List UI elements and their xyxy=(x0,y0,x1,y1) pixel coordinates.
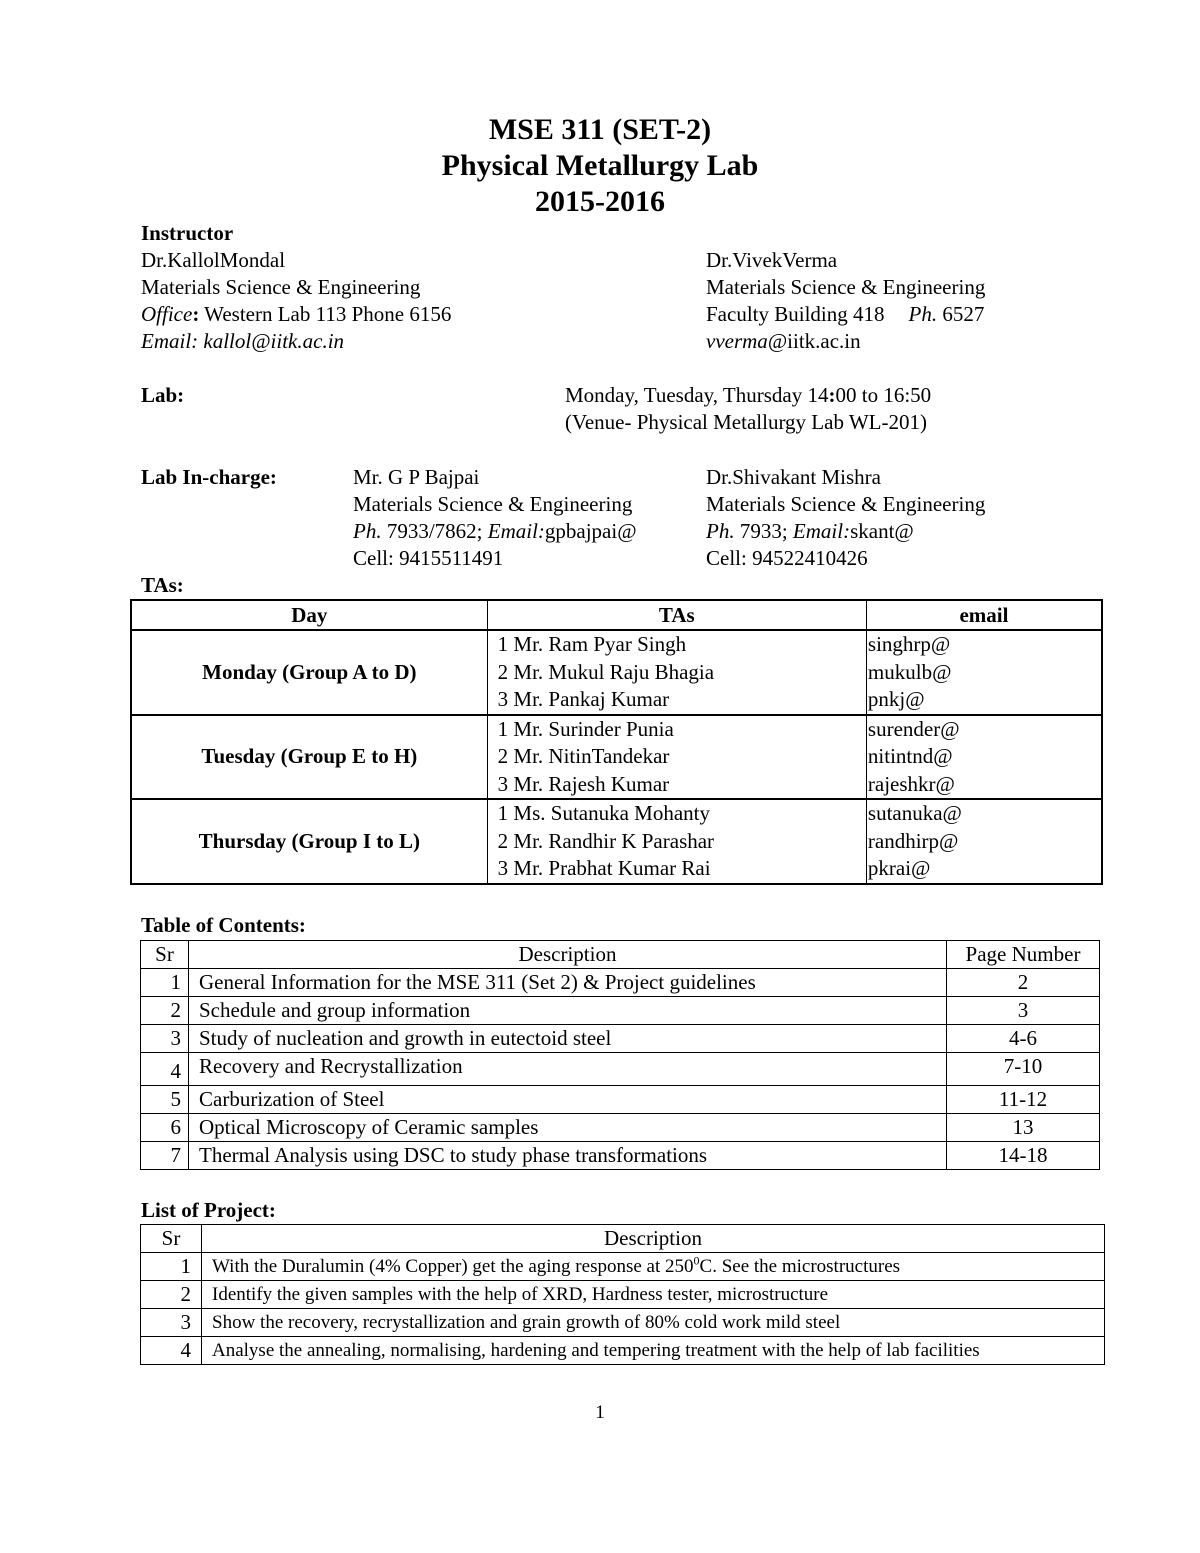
project-sr: 4 xyxy=(141,1337,202,1365)
col-description: Description xyxy=(202,1225,1105,1253)
lab-schedule xyxy=(565,382,931,409)
toc-row xyxy=(141,969,1100,997)
ta-emails-cell xyxy=(866,630,1102,715)
toc-sr: 3 xyxy=(141,1025,189,1053)
toc-sr: 6 xyxy=(141,1114,189,1142)
instructor-heading: Instructor xyxy=(141,221,234,245)
project-sr: 2 xyxy=(141,1281,202,1309)
toc-row xyxy=(141,1114,1100,1142)
email-value: skant@ xyxy=(850,519,914,543)
incharge-left-dept: Materials Science & Engineering xyxy=(353,492,633,516)
project-header-row xyxy=(141,1225,1105,1253)
project-row xyxy=(141,1337,1105,1365)
instructor-left-office xyxy=(141,301,451,328)
page-number: 1 xyxy=(595,1402,605,1423)
toc-desc: Thermal Analysis using DSC to study phase transformations xyxy=(189,1142,947,1170)
incharge-right-cell: Cell: 94522410426 xyxy=(706,546,868,570)
col-page-number: Page Number xyxy=(947,941,1100,969)
ta-name: 3 Mr. Rajesh Kumar xyxy=(497,771,670,796)
schedule-post: 00 to 16:50 xyxy=(835,383,932,407)
email-domain: @iitk.ac.in xyxy=(767,329,861,353)
col-sr: Sr xyxy=(141,941,189,969)
toc-row xyxy=(141,1086,1100,1114)
ta-email: nitintnd@ xyxy=(867,744,953,768)
office-value: Western Lab 113 Phone 6156 xyxy=(199,302,452,326)
toc-sr: 5 xyxy=(141,1086,189,1114)
ta-group-row xyxy=(131,715,1102,800)
office-value: Faculty Building 418 xyxy=(706,302,885,326)
tas-heading: TAs: xyxy=(141,573,184,597)
toc-sr: 7 xyxy=(141,1142,189,1170)
ta-name: 1 Mr. Surinder Punia xyxy=(497,716,674,741)
schedule-pre: Monday, Tuesday, Thursday 14 xyxy=(565,383,829,407)
col-email: email xyxy=(866,600,1102,630)
toc-page: 13 xyxy=(947,1114,1100,1142)
ta-email: singhrp@ xyxy=(867,632,951,656)
project-sr: 3 xyxy=(141,1309,202,1337)
col-sr: Sr xyxy=(141,1225,202,1253)
instructor-right-name: Dr.VivekVerma xyxy=(706,248,838,272)
toc-desc: Recovery and Recrystallization xyxy=(189,1053,947,1086)
schedule-colon: : xyxy=(828,383,836,407)
incharge-left-cell: Cell: 9415511491 xyxy=(353,546,504,570)
toc-heading: Table of Contents: xyxy=(141,913,306,937)
ta-email: pkrai@ xyxy=(867,856,931,880)
office-colon: : xyxy=(192,302,200,326)
projects-heading: List of Project: xyxy=(141,1198,276,1222)
toc-desc: Schedule and group information xyxy=(189,997,947,1025)
lab-incharge-label: Lab In-charge: xyxy=(141,465,277,489)
ph-value: 6527 xyxy=(937,302,985,326)
ta-email: mukulb@ xyxy=(867,659,952,684)
project-row xyxy=(141,1309,1105,1337)
ta-table xyxy=(130,599,1103,885)
ta-group-row xyxy=(131,799,1102,884)
toc-table xyxy=(140,940,1100,1170)
project-desc: Show the recovery, recrystallization and grain growth of 80% cold work mild steel xyxy=(202,1309,1105,1337)
ph-value: 7933/7862; xyxy=(381,519,488,543)
instructor-right-dept: Materials Science & Engineering xyxy=(706,275,986,299)
ph-label: Ph. xyxy=(908,302,938,326)
ta-email: sutanuka@ xyxy=(867,801,962,825)
toc-page: 14-18 xyxy=(947,1142,1100,1170)
toc-page: 7-10 xyxy=(947,1053,1100,1086)
ta-emails-cell xyxy=(866,715,1102,800)
col-description: Description xyxy=(189,941,947,969)
ta-name: 3 Mr. Prabhat Kumar Rai xyxy=(497,856,711,880)
ta-header-row xyxy=(131,600,1102,630)
ta-name: 2 Mr. Randhir K Parashar xyxy=(497,828,715,853)
col-tas: TAs xyxy=(487,600,866,630)
ta-names-cell xyxy=(487,630,866,715)
toc-desc: Study of nucleation and growth in eutectoid steel xyxy=(189,1025,947,1053)
incharge-right-name: Dr.Shivakant Mishra xyxy=(706,465,881,489)
toc-desc: Carburization of Steel xyxy=(189,1086,947,1114)
ta-email: rajeshkr@ xyxy=(867,771,955,796)
project-row xyxy=(141,1281,1105,1309)
toc-page: 3 xyxy=(947,997,1100,1025)
toc-row xyxy=(141,1053,1100,1086)
col-day: Day xyxy=(131,600,487,630)
day-cell: Tuesday (Group E to H) xyxy=(131,715,487,800)
ph-label: Ph. xyxy=(706,519,735,543)
ta-email: randhirp@ xyxy=(867,828,959,853)
project-desc: Analyse the annealing, normalising, hardening and tempering treatment with the help of lab facilities xyxy=(202,1337,1105,1365)
title-year: 2015-2016 xyxy=(535,185,665,218)
project-row xyxy=(141,1253,1105,1281)
incharge-right-contact xyxy=(706,518,914,545)
day-cell: Thursday (Group I to L) xyxy=(131,799,487,884)
toc-page: 2 xyxy=(947,969,1100,997)
toc-row xyxy=(141,1142,1100,1170)
ta-name: 1 Mr. Ram Pyar Singh xyxy=(497,632,687,656)
incharge-left-name: Mr. G P Bajpai xyxy=(353,465,480,489)
project-desc xyxy=(202,1253,1105,1281)
toc-sr: 1 xyxy=(141,969,189,997)
lab-label: Lab: xyxy=(141,383,185,407)
project-desc: Identify the given samples with the help of XRD, Hardness tester, microstructure xyxy=(202,1281,1105,1309)
title-lab: Physical Metallurgy Lab xyxy=(441,149,759,182)
lab-venue: (Venue- Physical Metallurgy Lab WL-201) xyxy=(565,410,927,434)
toc-page: 11-12 xyxy=(947,1086,1100,1114)
day-cell: Monday (Group A to D) xyxy=(131,630,487,715)
ph-label: Ph. xyxy=(353,519,382,543)
ta-name: 3 Mr. Pankaj Kumar xyxy=(497,687,670,711)
degree-superscript: 0 xyxy=(693,1253,700,1268)
ta-names-cell xyxy=(487,715,866,800)
instructor-left-email: Email: kallol@iitk.ac.in xyxy=(141,329,345,353)
ta-name: 1 Ms. Sutanuka Mohanty xyxy=(497,801,710,825)
instructor-right-office xyxy=(706,301,984,328)
toc-sr: 4 xyxy=(141,1053,189,1086)
ta-group-row xyxy=(131,630,1102,715)
incharge-right-dept: Materials Science & Engineering xyxy=(706,492,986,516)
email-label: Email: xyxy=(792,519,851,543)
ta-emails-cell xyxy=(866,799,1102,884)
ta-email: pnkj@ xyxy=(867,687,925,711)
desc-post: C. See the microstructures xyxy=(699,1256,901,1277)
email-user: vverma xyxy=(706,329,768,353)
project-table xyxy=(140,1224,1105,1365)
project-sr: 1 xyxy=(141,1253,202,1281)
toc-header-row xyxy=(141,941,1100,969)
instructor-right-email xyxy=(706,328,861,355)
toc-desc: Optical Microscopy of Ceramic samples xyxy=(189,1114,947,1142)
title-course: MSE 311 (SET-2) xyxy=(488,113,712,146)
ta-name: 2 Mr. NitinTandekar xyxy=(497,744,670,768)
desc-pre: With the Duralumin (4% Copper) get the aging response at 250 xyxy=(212,1256,694,1277)
toc-sr: 2 xyxy=(141,997,189,1025)
ta-names-cell xyxy=(487,799,866,884)
email-label: Email: xyxy=(487,519,545,543)
office-label: Office xyxy=(141,302,193,326)
ph-value: 7933; xyxy=(734,519,793,543)
toc-desc: General Information for the MSE 311 (Set 2) & Project guidelines xyxy=(189,969,947,997)
email-value: gpbajpai@ xyxy=(544,519,637,543)
toc-page: 4-6 xyxy=(947,1025,1100,1053)
ta-email: surender@ xyxy=(867,716,960,741)
instructor-left-dept: Materials Science & Engineering xyxy=(141,275,421,299)
incharge-left-contact xyxy=(353,518,637,545)
instructor-left-name: Dr.KallolMondal xyxy=(141,248,286,272)
toc-row xyxy=(141,1025,1100,1053)
toc-row xyxy=(141,997,1100,1025)
ta-name: 2 Mr. Mukul Raju Bhagia xyxy=(497,659,715,684)
